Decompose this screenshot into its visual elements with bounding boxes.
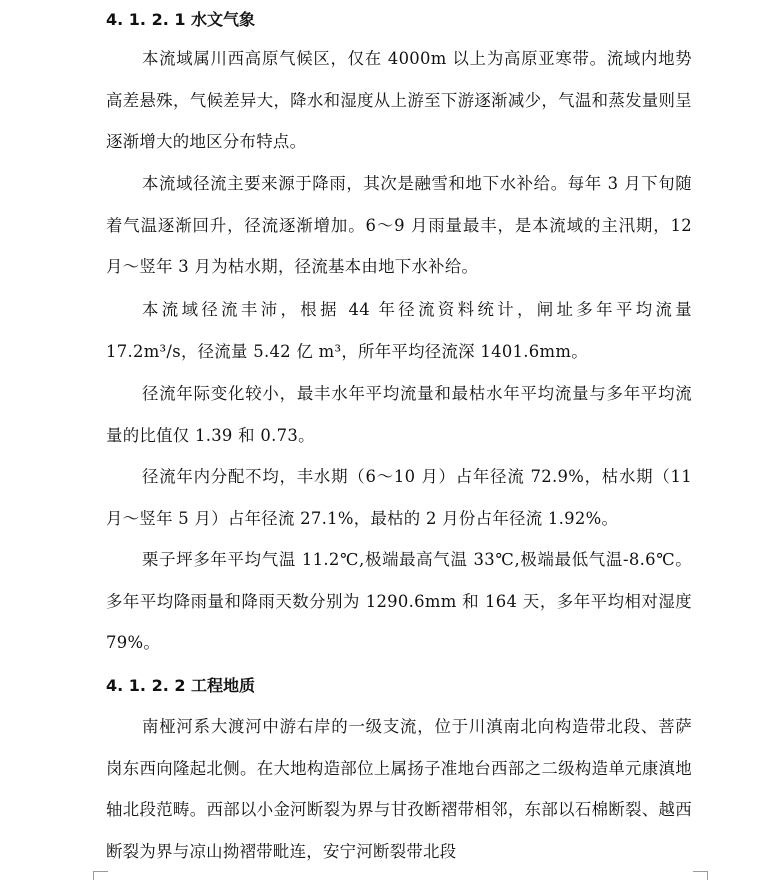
paragraph-temperature-rainfall: 栗子坪多年平均气温 11.2℃,极端最高气温 33℃,极端最低气温-8.6℃。多年平均降雨量和降雨天数分别为 1290.6mm 和 164 天，多年平均相对湿度 79%。: [106, 550, 692, 652]
section-heading-geology: 4. 1. 2. 2 工程地质: [106, 676, 256, 695]
paragraph-runoff-source: 本流域径流主要来源于降雨，其次是融雪和地下水补给。每年 3 月下旬随着气温逐渐回升，径流逐渐增加。6～9 月雨量最丰，是本流域的主汛期，12 月～竖年 3 月为枯水期，径流基本由地下水补给。: [106, 174, 692, 276]
paragraph-interannual-variation: 径流年际变化较小，最丰水年平均流量和最枯水年平均流量与多年平均流量的比值仅 1.39 和 0.73。: [106, 384, 692, 445]
paragraph-climate-zone: 本流域属川西高原气候区，仅在 4000m 以上为高原亚寒带。流域内地势高差悬殊，气候差异大，降水和湿度从上游至下游逐渐减少，气温和蒸发量则呈逐渐增大的地区分布特点。: [106, 49, 692, 151]
paragraph-intra-annual-distribution: 径流年内分配不均，丰水期（6～10 月）占年径流 72.9%，枯水期（11 月～竖年 5 月）占年径流 27.1%，最枯的 2 月份占年径流 1.92%。: [106, 467, 692, 528]
paragraph-geological-setting: 南桠河系大渡河中游右岸的一级支流，位于川滇南北向构造带北段、菩萨岗东西向隆起北侧。在大地构造部位上属扬子准地台西部之二级构造单元康滇地轴北段范畴。西部以小金河断裂为界与甘孜断褶带相邻，东部以石棉断裂、越西断裂为界与凉山拗褶带毗连，安宁河断裂带北段: [106, 717, 692, 861]
section-heading-hydrology: 4. 1. 2. 1 水文气象: [106, 10, 256, 29]
paragraph-runoff-statistics: 本流域径流丰沛，根据 44 年径流资料统计，闸址多年平均流量 17.2m³/s，径流量 5.42 亿 m³，所年平均径流深 1401.6mm。: [106, 300, 692, 361]
